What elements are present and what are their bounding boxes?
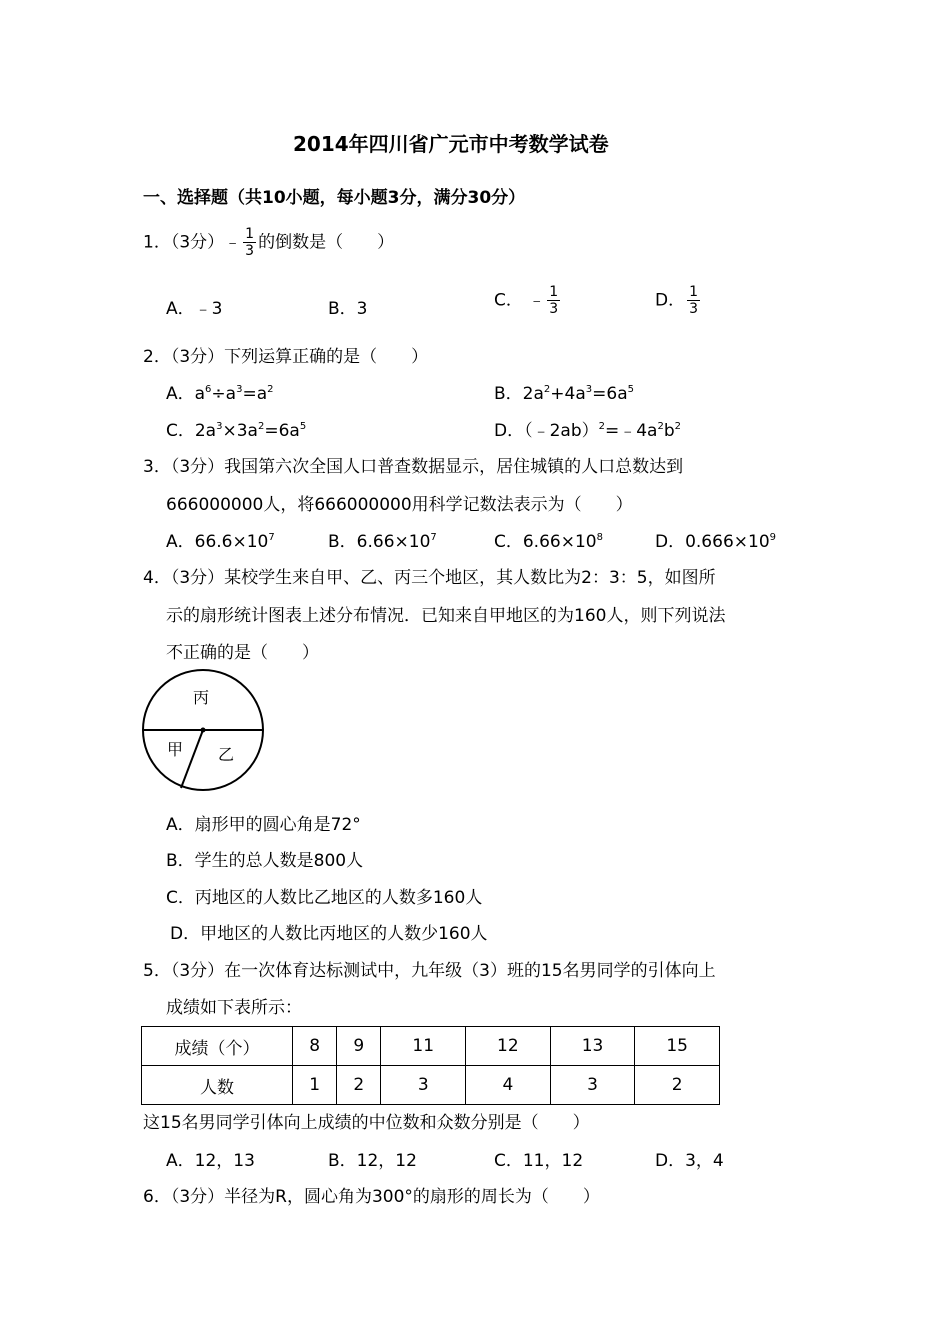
q1-d-label: D．	[655, 290, 686, 311]
score-table	[141, 1026, 720, 1105]
q2-d-exp1: 2	[598, 421, 605, 432]
table-cell: 8	[293, 1027, 337, 1066]
q2-c-exp2: 2	[257, 421, 265, 432]
q2-c-mid2: =6a	[264, 421, 300, 441]
q5-option-b: B．12，12	[328, 1151, 417, 1171]
q2-b-exp1: 2	[543, 384, 551, 395]
table-cell: 15	[635, 1027, 720, 1066]
q2-c-mid: ×3a	[222, 421, 258, 441]
q3-option-b	[328, 527, 437, 552]
question-5-line2: 成绩如下表所示：	[166, 998, 302, 1018]
table-row	[142, 1066, 720, 1105]
q2-d-label: D．（﹣2ab）	[494, 421, 599, 441]
q2-b-mid: +4a	[550, 384, 586, 404]
q1-option-b: B．3	[328, 299, 368, 319]
q3-b-base: B．6.66×10	[328, 532, 431, 552]
q5-option-c: C．11，12	[494, 1151, 584, 1171]
q2-a-label: A．a	[166, 384, 206, 404]
q2-option-b	[494, 379, 634, 404]
question-3-line1: 3．（3分）我国第六次全国人口普查数据显示，居住城镇的人口总数达到	[143, 457, 684, 477]
pie-slanted-divider	[181, 730, 203, 788]
page-title: 2014年四川省广元市中考数学试卷	[293, 132, 609, 156]
q1-option-d	[655, 284, 702, 317]
q2-c-label: C．2a	[166, 421, 217, 441]
table-cell: 人数	[142, 1066, 293, 1105]
q2-b-exp3: 5	[627, 384, 634, 395]
q1-option-a: A．﹣3	[166, 299, 223, 319]
q1-fraction	[243, 226, 256, 259]
pie-label-jia: 甲	[167, 740, 184, 759]
q1-c-fraction	[547, 284, 560, 317]
q2-a-exp1: 6	[205, 384, 212, 395]
q3-option-d	[655, 527, 776, 552]
q2-a-mid2: =a	[242, 384, 268, 404]
table-cell: 11	[381, 1027, 466, 1066]
q1-number: 1．	[143, 232, 171, 253]
table-cell: 1	[293, 1066, 337, 1105]
q1-d-den: 3	[689, 301, 699, 317]
table-cell: 13	[550, 1027, 635, 1066]
q2-d-exp3: 2	[674, 421, 682, 432]
q1-c-sign: ﹣	[528, 290, 546, 311]
question-6: 6．（3分）半径为R，圆心角为300°的扇形的周长为（ ）	[143, 1187, 600, 1207]
table-cell: 12	[466, 1027, 551, 1066]
q2-b-mid2: =6a	[592, 384, 628, 404]
q2-a-exp3: 2	[267, 384, 274, 395]
q2-option-a	[166, 379, 274, 404]
q2-option-d	[494, 416, 681, 441]
q3-d-base: D．0.666×10	[655, 532, 770, 552]
question-4-line2: 示的扇形统计图表上述分布情况．已知来自甲地区的为160人，则下列说法	[166, 606, 726, 626]
pie-label-yi: 乙	[218, 745, 235, 764]
table-cell: 成绩（个）	[142, 1027, 293, 1066]
pie-center-dot	[201, 728, 206, 733]
q2-d-mid: =﹣4a	[605, 421, 658, 441]
q1-prefix: （3分）﹣	[170, 232, 242, 253]
q2-d-mid2: b	[663, 421, 675, 441]
q1-d-fraction	[687, 284, 700, 317]
q3-a-exp: 7	[268, 532, 275, 543]
q1-frac-num: 1	[245, 226, 255, 242]
q1-c-num: 1	[549, 284, 559, 300]
q4-option-c: C．丙地区的人数比乙地区的人数多160人	[166, 888, 483, 908]
q1-d-num: 1	[689, 284, 699, 300]
table-cell: 2	[337, 1066, 381, 1105]
q2-b-label: B．2a	[494, 384, 544, 404]
table-cell: 4	[466, 1066, 551, 1105]
q3-b-exp: 7	[430, 532, 437, 543]
q5-option-a: A．12，13	[166, 1151, 255, 1171]
table-cell: 9	[337, 1027, 381, 1066]
q3-option-c	[494, 527, 603, 552]
q1-c-den: 3	[549, 301, 559, 317]
question-4-line1: 4．（3分）某校学生来自甲、乙、丙三个地区，其人数比为2：3：5，如图所	[143, 568, 716, 588]
q1-suffix: 的倒数是（ ）	[258, 232, 395, 253]
pie-label-bing: 丙	[193, 688, 210, 707]
q5-option-d: D．3，4	[655, 1151, 724, 1171]
q2-d-exp2: 2	[657, 421, 664, 432]
question-5-followup: 这15名男同学引体向上成绩的中位数和众数分别是（ ）	[143, 1113, 590, 1133]
question-4-line3: 不正确的是（ ）	[166, 643, 319, 663]
q4-option-d: D．甲地区的人数比丙地区的人数少160人	[170, 924, 488, 944]
q3-a-base: A．66.6×10	[166, 532, 269, 552]
section-heading: 一、选择题（共10小题，每小题3分，满分30分）	[143, 188, 526, 208]
q2-a-mid: ÷a	[211, 384, 237, 404]
q2-option-c	[166, 416, 306, 441]
q3-option-a	[166, 527, 275, 552]
table-cell: 3	[381, 1066, 466, 1105]
q3-c-base: C．6.66×10	[494, 532, 597, 552]
q1-frac-den: 3	[245, 243, 255, 259]
q3-c-exp: 8	[596, 532, 603, 543]
q2-a-exp2: 3	[236, 384, 243, 395]
q1-c-label: C．	[494, 290, 523, 311]
q1-option-c	[494, 284, 562, 317]
question-2: 2．（3分）下列运算正确的是（ ）	[143, 347, 429, 367]
question-5-line1: 5．（3分）在一次体育达标测试中，九年级（3）班的15名男同学的引体向上	[143, 961, 716, 981]
q2-b-exp2: 3	[585, 384, 593, 395]
table-cell: 2	[635, 1066, 720, 1105]
q2-c-exp3: 5	[299, 421, 307, 432]
question-3-line2: 666000000人，将666000000用科学记数法表示为（ ）	[166, 495, 633, 515]
q4-option-b: B．学生的总人数是800人	[166, 851, 364, 871]
table-cell: 3	[550, 1066, 635, 1105]
q4-option-a: A．扇形甲的圆心角是72°	[166, 815, 361, 835]
q3-d-exp: 9	[769, 532, 777, 543]
pie-chart	[140, 668, 268, 792]
question-1	[143, 226, 394, 259]
table-row	[142, 1027, 720, 1066]
q2-c-exp1: 3	[216, 421, 223, 432]
